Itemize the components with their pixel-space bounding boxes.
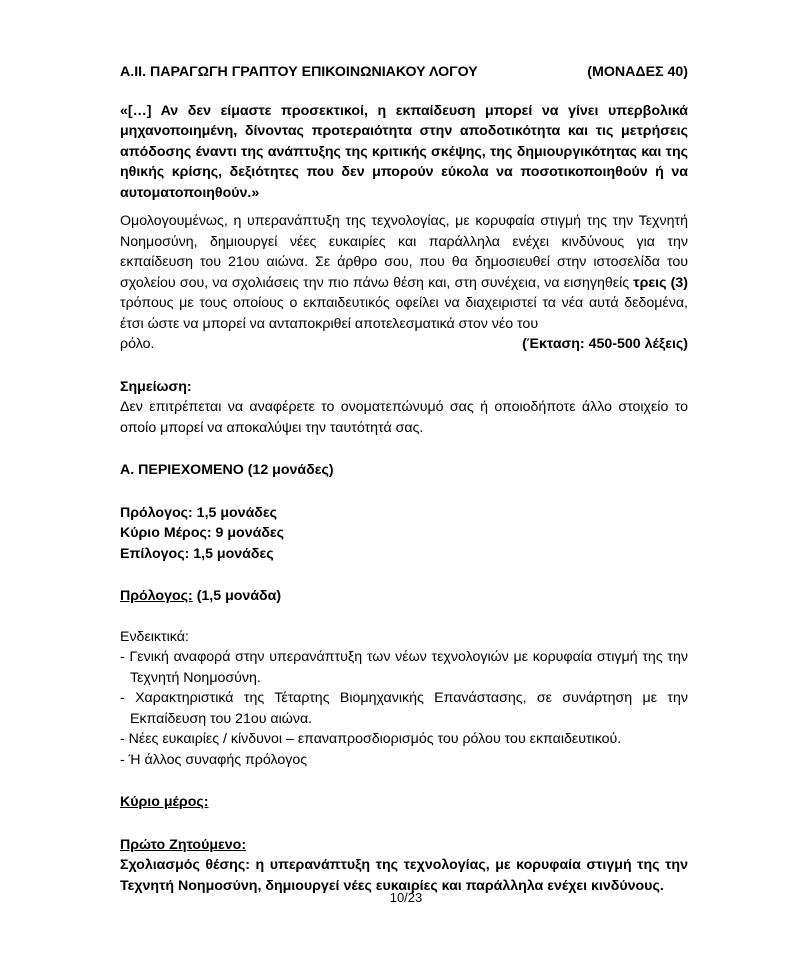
main-points: Κύριο Μέρος: 9 μονάδες	[120, 525, 285, 541]
prologue-points: Πρόλογος: 1,5 μονάδες	[120, 504, 278, 521]
task-part1: Ομολογουμένως, η υπερανάπτυξη της τεχνολογίας, με κορυφαία στιγμή της την Τεχνητή Νοημοσύνη, δημιουργεί νέες ευκαιρίες και παράλληλα ενέχει κινδύνους για την εκπαίδευση του 21ου αιώνα. Σε άρθρο σου, που θα δημοσιευθεί στην ιστοσελίδα του σχολείου σου, να σχολιάσεις την πιο πάνω θέση και, στη συνέχεια, να εισηγηθείς	[120, 213, 688, 291]
list-item: - Χαρακτηριστικά της Τέταρτης Βιομηχανικής Επανάστασης, σε συνάρτηση με την Εκπαίδευση του 21ου αιώνα.	[120, 690, 688, 727]
list-item: - Ή άλλος συναφής πρόλογος	[120, 751, 308, 768]
prologue-label: Πρόλογος:	[120, 588, 193, 604]
section-a-title: Α. ΠΕΡΙΕΧΟΜΕΝΟ (12 μονάδες)	[120, 462, 334, 478]
note-text: Δεν επιτρέπεται να αναφέρετε το ονοματεπώνυμό σας ή οποιοδήποτε άλλο στοιχείο το οποίο μπορεί να αποκαλύψει την ταυτότητά σας.	[120, 399, 688, 436]
task-count: τρεις (3)	[633, 274, 688, 291]
task-part2: τρόπους με τους οποίους ο εκπαιδευτικός οφείλει να διαχειριστεί τα νέα αυτά δεδομένα, έτσι ώστε να μπορεί να ανταποκριθεί αποτελεσματικά στον νέο του	[120, 295, 688, 332]
quote-text: «[…] Αν δεν είμαστε προσεκτικοί, η εκπαίδευση μπορεί να γίνει υπερβολικά μηχανοποιημένη, δίνοντας προτεραιότητα στην αποδοτικότητα και τις μετρήσεις απόδοσης έναντι της ανάπτυξης της κριτικής σκέψης, της δημιουργικότητας και της ηθικής κρίσης, δεξιότητες που δεν μπορούν εύκολα να ποσοτικοποιηθούν ή να αυτοματοποιηθούν.»	[120, 102, 688, 201]
first-req-label: Πρώτο Ζητούμενο:	[120, 836, 247, 853]
prologue-heading	[120, 586, 688, 607]
list-item: - Γενική αναφορά στην υπερανάπτυξη των νέων τεχνολογιών με κορυφαία στιγμή της την Τεχνητή Νοημοσύνη.	[120, 649, 688, 686]
note-label: Σημείωση:	[120, 378, 192, 395]
prologue-points-label: (1,5 μονάδα)	[196, 588, 282, 604]
task-length: (Έκταση: 450-500 λέξεις)	[522, 336, 688, 352]
document-page	[120, 62, 688, 896]
note	[120, 377, 688, 439]
points-breakdown	[120, 503, 688, 565]
list-item: - Νέες ευκαιρίες / κίνδυνοι – επαναπροσδιορισμός του ρόλου του εκπαιδευτικού.	[120, 731, 622, 747]
first-req-comment: Σχολιασμός θέσης: η υπερανάπτυξη της τεχνολογίας, με κορυφαία στιγμή της την Τεχνητή Νοημοσύνη, δημιουργεί νέες ευκαιρίες και παράλληλα ενέχει κινδύνους.	[120, 857, 688, 894]
indicative-list	[120, 627, 688, 771]
epilogue-points: Επίλογος: 1,5 μονάδες	[120, 545, 274, 562]
section-header	[120, 62, 688, 83]
page-number: 10/23	[389, 890, 423, 905]
main-part-label: Κύριο μέρος:	[120, 794, 209, 810]
task-last-line	[120, 334, 688, 355]
section-title: Α.ΙΙ. ΠΑΡΑΓΩΓΗ ΓΡΑΠΤΟΥ ΕΠΙΚΟΙΝΩΝΙΑΚΟΥ ΛΟΓΟΥ	[120, 64, 478, 80]
first-requirement	[120, 835, 688, 897]
indicative-label: Ενδεικτικά:	[120, 628, 189, 645]
task-last-word: ρόλο.	[120, 336, 155, 352]
task-text	[120, 211, 688, 334]
section-points: (ΜΟΝΑΔΕΣ 40)	[587, 64, 688, 80]
